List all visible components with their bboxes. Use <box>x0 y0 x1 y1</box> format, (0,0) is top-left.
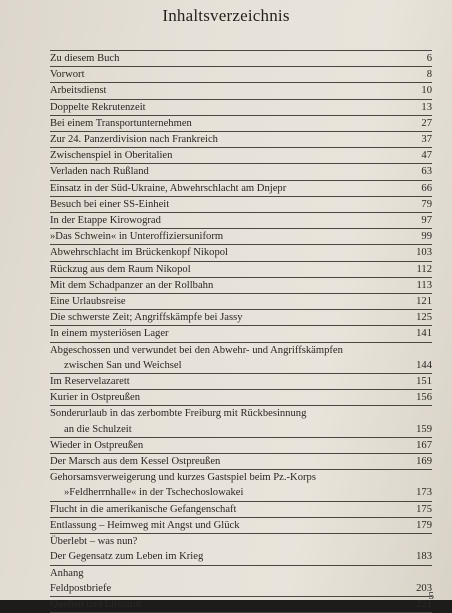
toc-entry-page-number: 10 <box>421 85 432 97</box>
toc-entry-page-number: 125 <box>416 312 432 324</box>
toc-entry-page-number: 203 <box>416 582 432 594</box>
page-number: 5 <box>428 590 434 602</box>
toc-entry-page-number: 97 <box>421 215 432 227</box>
toc-entry[interactable] <box>50 406 432 436</box>
toc-entry-page-number: 141 <box>416 328 432 340</box>
toc-entry-page-number: 183 <box>416 551 432 563</box>
toc-entry-page-number: 144 <box>416 359 432 371</box>
toc-entry-title: Anhang <box>50 567 84 579</box>
toc-entry[interactable] <box>50 181 432 196</box>
toc-entry[interactable] <box>50 374 432 389</box>
page-title: Inhaltsverzeichnis <box>162 6 290 25</box>
toc-entry-continuation: an die Schulzeit <box>64 423 132 435</box>
toc-entry-title: Vorwort <box>50 69 85 81</box>
toc-entry[interactable] <box>50 502 432 517</box>
toc-entry[interactable] <box>50 326 432 341</box>
toc-entry-page-number: 27 <box>421 117 432 129</box>
toc-entry-title: Die schwerste Zeit; Angriffskämpfe bei Jassy <box>50 312 243 324</box>
toc-entry-page-number: 103 <box>416 247 432 259</box>
toc-entry[interactable] <box>50 278 432 293</box>
toc-entry-page-number: 113 <box>416 279 432 291</box>
toc-entry-title: Zur 24. Panzerdivision nach Frankreich <box>50 134 218 146</box>
toc-entry[interactable] <box>50 343 432 373</box>
toc-entry[interactable] <box>50 213 432 228</box>
toc-entry-page-number: 66 <box>421 182 432 194</box>
toc-entry-title: Besuch bei einer SS-Einheit <box>50 198 170 210</box>
toc-entry[interactable] <box>50 294 432 309</box>
toc-entry-title: Mit dem Schadpanzer an der Rollbahn <box>50 279 214 291</box>
toc-entry[interactable] <box>50 229 432 244</box>
toc-entry-title: Überlebt – was nun? <box>50 536 138 548</box>
toc-entry[interactable] <box>50 438 432 453</box>
toc-entry-page-number: 112 <box>416 263 432 275</box>
toc-entry-title: »Das Schwein« in Unteroffiziersuniform <box>50 231 224 243</box>
toc-entry-continuation: »Feldherrnhalle« in der Tschechoslowakei <box>64 487 244 499</box>
toc-entry-title: Wieder in Ostpreußen <box>50 439 144 451</box>
toc-entry[interactable] <box>50 470 432 500</box>
toc-entry-title: Abgeschossen und verwundet bei den Abwehr- und Angriffskämpfen <box>50 344 343 356</box>
toc-entry[interactable] <box>50 100 432 115</box>
toc-entry-continuation: Feldpostbriefe <box>50 582 112 594</box>
toc-entry-title: In der Etappe Kirowograd <box>50 215 161 227</box>
toc-entry-page-number: 63 <box>421 166 432 178</box>
toc-entry-title: Eine Urlaubsreise <box>50 296 126 308</box>
toc-entry[interactable] <box>50 164 432 179</box>
toc-entry-page-number: 79 <box>421 198 432 210</box>
toc-entry-page-number: 8 <box>426 69 432 81</box>
toc-entry[interactable] <box>50 116 432 131</box>
toc-entry-title: Flucht in die amerikanische Gefangenschaft <box>50 503 237 515</box>
toc-entry[interactable] <box>50 132 432 147</box>
toc-entry-title: Im Reservelazarett <box>50 376 130 388</box>
toc-entry-page-number: 179 <box>416 519 432 531</box>
toc-entry[interactable] <box>50 67 432 82</box>
toc-entry[interactable] <box>50 51 432 66</box>
toc-entry-page-number: 37 <box>421 134 432 146</box>
toc-entry[interactable] <box>50 518 432 533</box>
toc-entry-title: Quellen und Literatur <box>50 598 142 610</box>
toc-entry-title: Gehorsamsverweigerung und kurzes Gastspiel beim Pz.-Korps <box>50 472 316 484</box>
toc-entry-page-number: 47 <box>421 150 432 162</box>
toc-entry-page-number: 173 <box>416 487 432 499</box>
toc-entry-title: Einsatz in der Süd-Ukraine, Abwehrschlacht am Dnjepr <box>50 182 287 194</box>
toc-entry-title: Entlassung – Heimweg mit Angst und Glück <box>50 519 240 531</box>
toc-entry-page-number: 167 <box>416 439 432 451</box>
toc-entry-page-number: 121 <box>416 296 432 308</box>
toc-entry-title: Abwehrschlacht im Brückenkopf Nikopol <box>50 247 228 259</box>
toc-entry-page-number: 13 <box>421 101 432 113</box>
toc-entry[interactable] <box>50 148 432 163</box>
table-of-contents <box>50 50 432 613</box>
toc-entry-title: Der Marsch aus dem Kessel Ostpreußen <box>50 456 221 468</box>
toc-entry[interactable] <box>50 197 432 212</box>
toc-entry-page-number: 175 <box>416 503 432 515</box>
toc-entry[interactable] <box>50 310 432 325</box>
toc-entry[interactable] <box>50 390 432 405</box>
toc-entry[interactable] <box>50 83 432 98</box>
toc-entry[interactable] <box>50 262 432 277</box>
toc-entry-title: Kurier in Ostpreußen <box>50 392 141 404</box>
toc-entry-title: Rückzug aus dem Raum Nikopol <box>50 263 191 275</box>
toc-entry-title: In einem mysteriösen Lager <box>50 328 169 340</box>
toc-entry-page-number: 169 <box>416 456 432 468</box>
toc-entry[interactable] <box>50 245 432 260</box>
toc-entry[interactable] <box>50 566 432 596</box>
toc-entry-title: Zwischenspiel in Oberitalien <box>50 150 173 162</box>
toc-entry-title: Bei einem Transportunternehmen <box>50 117 192 129</box>
toc-entry-page-number: 99 <box>421 231 432 243</box>
toc-entry-page-number: 159 <box>416 423 432 435</box>
toc-entry[interactable] <box>50 534 432 564</box>
toc-entry[interactable] <box>50 454 432 469</box>
toc-entry[interactable] <box>50 597 432 612</box>
toc-entry-title: Zu diesem Buch <box>50 53 120 64</box>
toc-entry-title: Verladen nach Rußland <box>50 166 149 178</box>
toc-entry-continuation: Der Gegensatz zum Leben im Krieg <box>50 551 204 563</box>
toc-entry-title: Sonderurlaub in das zerbombte Freiburg mit Rückbesinnung <box>50 408 307 420</box>
toc-entry-page-number: 156 <box>416 392 432 404</box>
toc-entry-continuation: zwischen San und Weichsel <box>64 359 182 371</box>
toc-entry-title: Arbeitsdienst <box>50 85 107 97</box>
toc-entry-title: Doppelte Rekrutenzeit <box>50 101 146 113</box>
toc-entry-page-number: 6 <box>426 53 432 64</box>
toc-entry-page-number: 221 <box>416 598 432 610</box>
toc-entry-page-number: 151 <box>416 376 432 388</box>
